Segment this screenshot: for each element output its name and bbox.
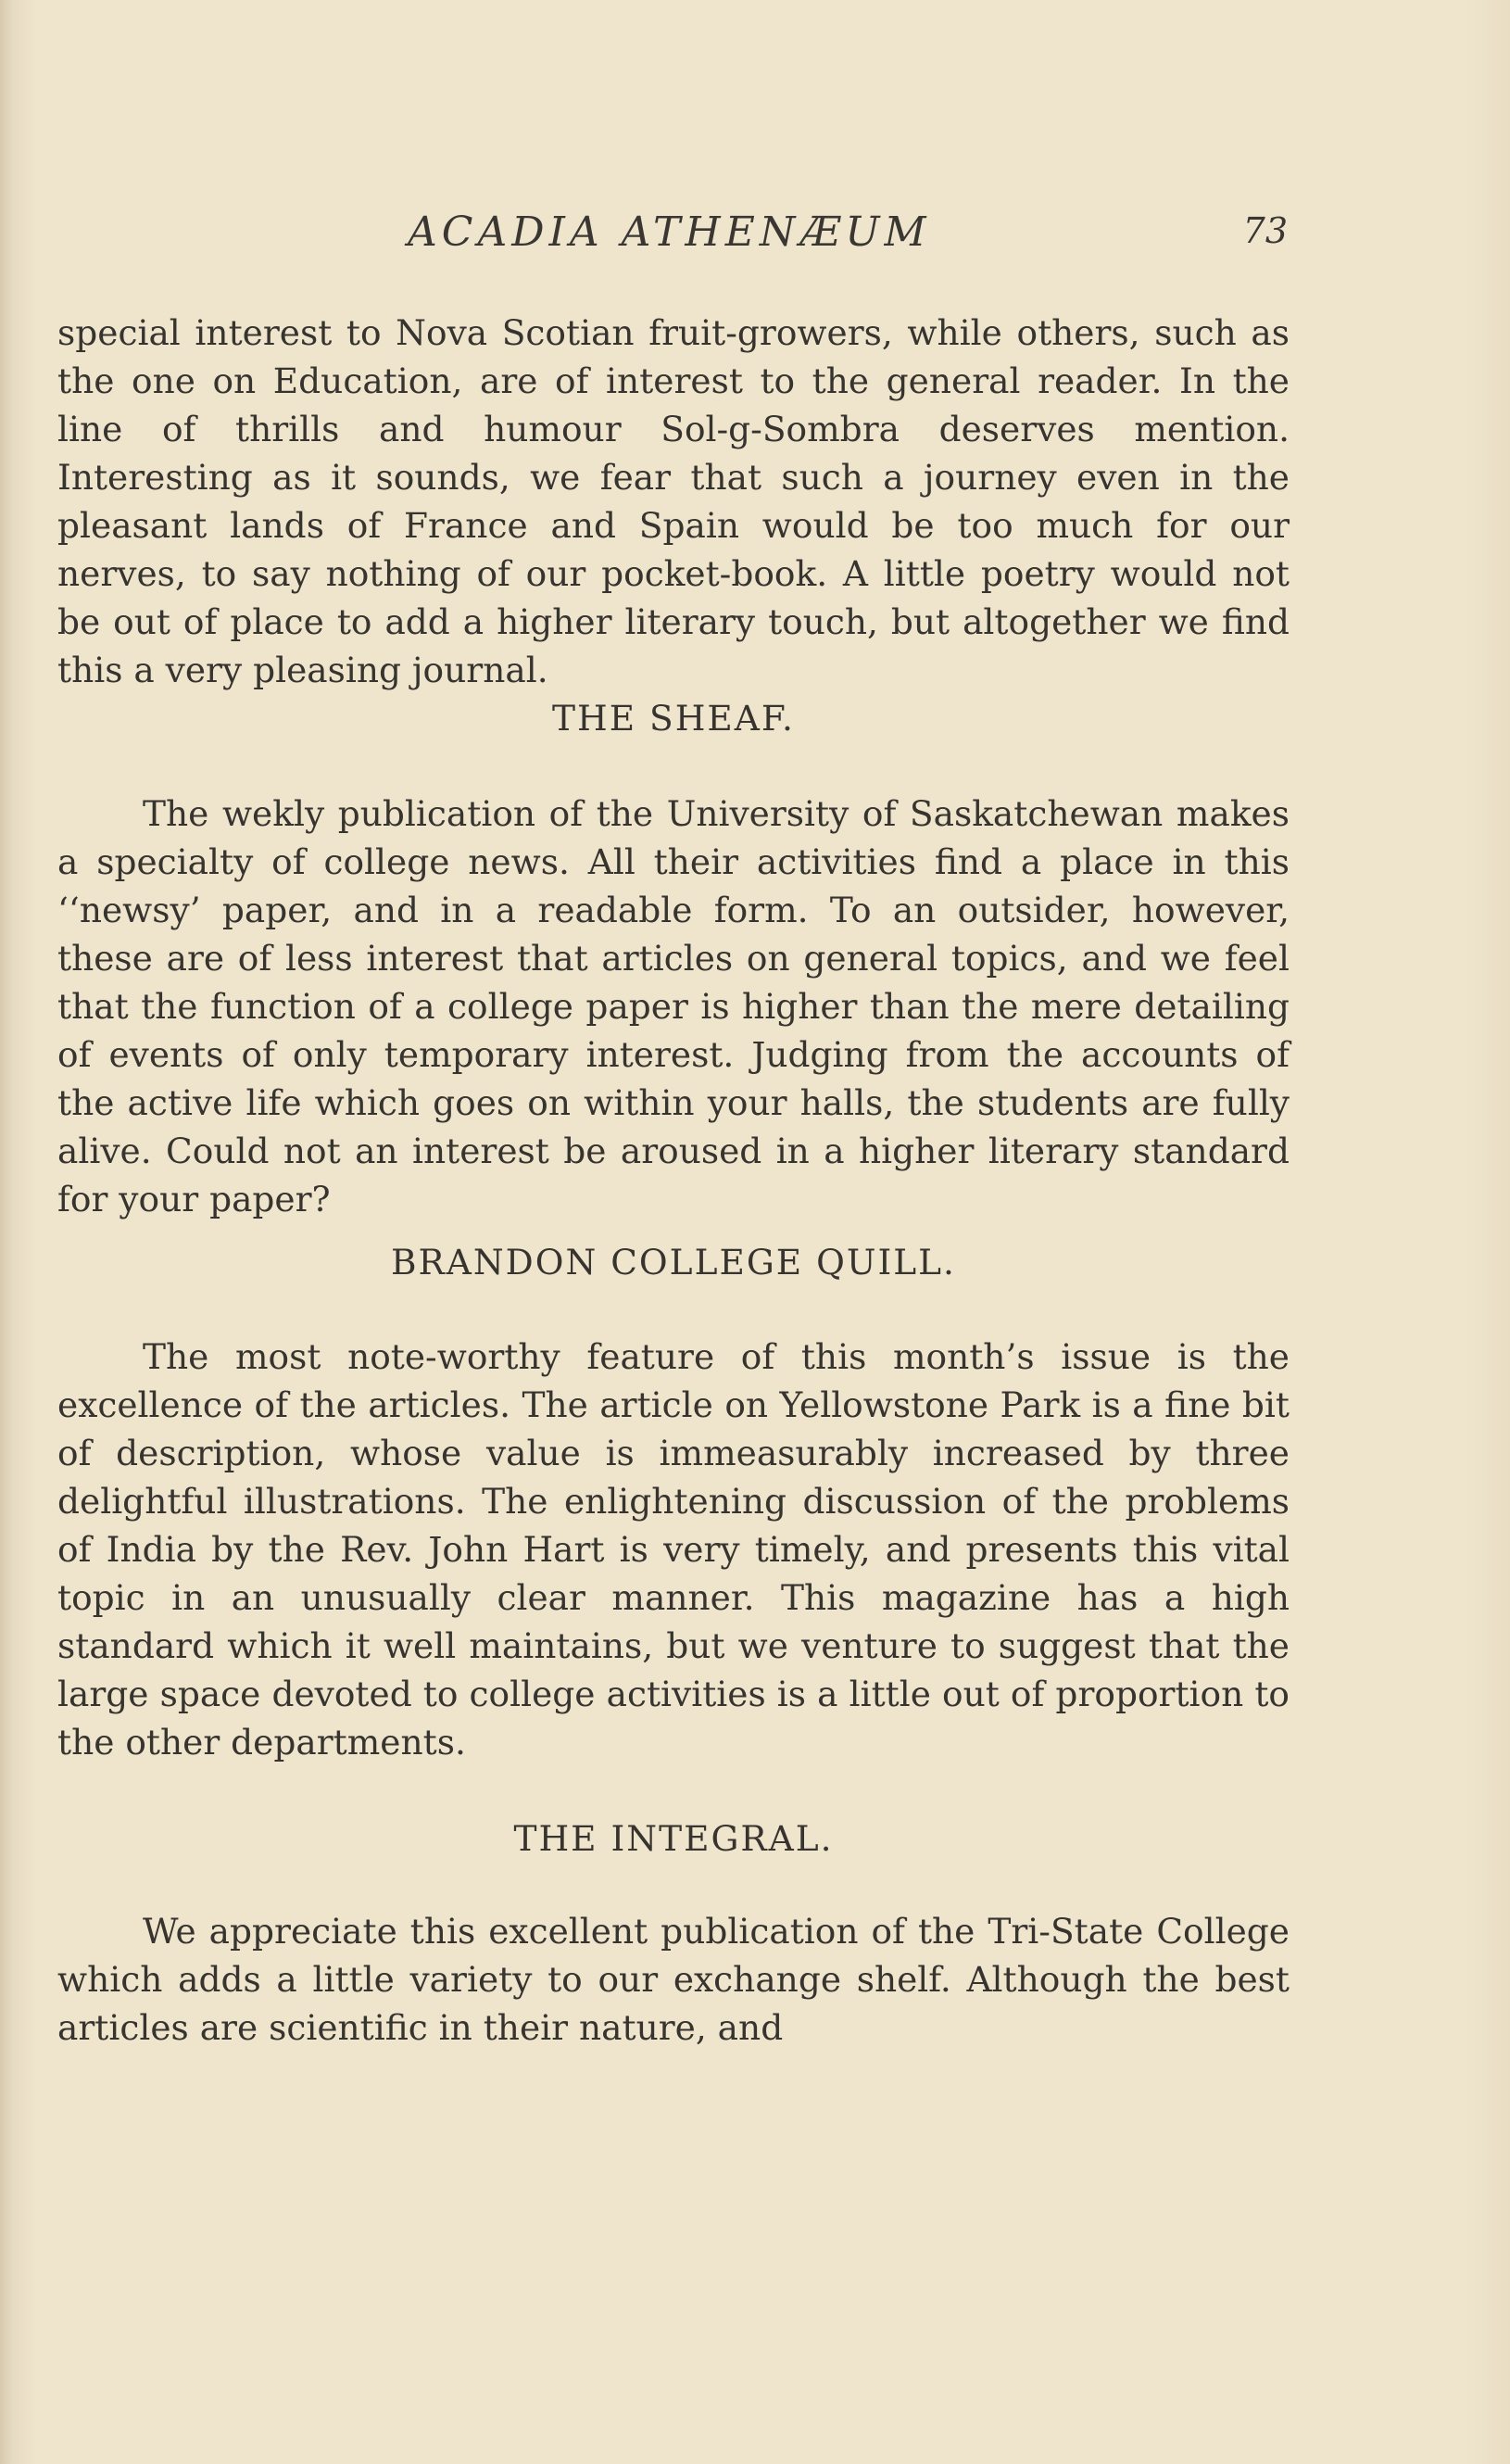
section-heading-sheaf: THE SHEAF. (552, 698, 795, 739)
integral-paragraph: We appreciate this excellent publication of the Tri-State College which adds a little variety to our exchange shelf. Although the best articles are scientific in their nature, and (57, 1911, 1290, 2048)
intro-paragraph: special interest to Nova Scotian fruit-growers, while others, such as the one on Education, are of interest to the general reader. In the line of thrills and humour Sol-g-Sombra deserves mention. Interesting as it sounds, we fear that such a journey even in the pleasant lands of France and Spain would be too much for our nerves, to say nothing of our pocket-book. A little poetry would not be out of place to add a higher literary touch, but altogether we find this a very pleasing journal. (57, 312, 1290, 690)
page-header (0, 208, 1510, 264)
page-number: 73 (1242, 210, 1288, 251)
section-heading-integral: THE INTEGRAL. (513, 1818, 834, 1859)
sheaf-paragraph: The wekly publication of the University of Saskatchewan makes a specialty of college news. All their activities find a place in this ‘‘newsy’ paper, and in a readable form. To an outsider, however, these are of less interest that articles on general topics, and we feel that the function of a college paper is higher than the mere detailing of events of only temporary interest. Judging from the accounts of the active life which goes on within your halls, the students are fully alive. Could not an interest be aroused in a higher literary standard for your paper? (57, 793, 1290, 1219)
section-heading-quill: BRANDON COLLEGE QUILL. (391, 1242, 956, 1283)
body-text (57, 309, 1290, 2052)
quill-paragraph: The most note-worthy feature of this month’s issue is the excellence of the articles. The article on Yellowstone Park is a fine bit of description, whose value is immeasurably increased by three delightful illustrations. The enlightening discussion of the problems of India by the Rev. John Hart is very timely, and presents this vital topic in an unusually clear manner. This magazine has a high standard which it well maintains, but we venture to suggest that the large space devoted to college activities is a little out of proportion to the other departments. (57, 1336, 1290, 1763)
running-title: ACADIA ATHENÆUM (408, 208, 931, 256)
